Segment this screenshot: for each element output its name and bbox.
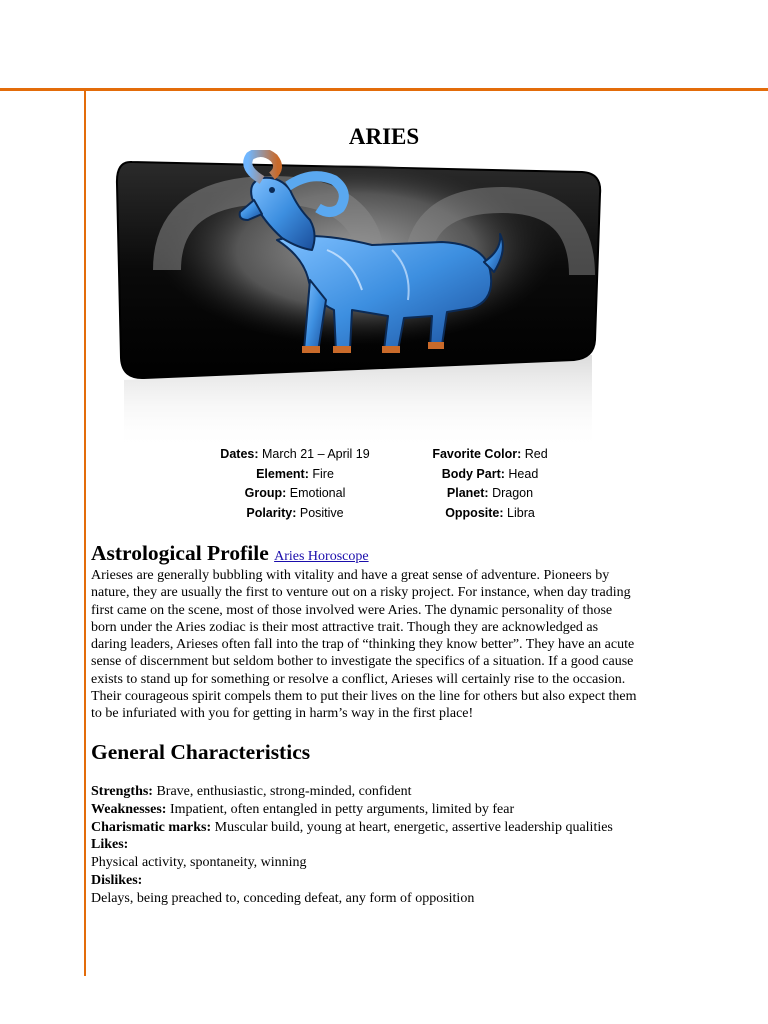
page-title: ARIES (348, 124, 420, 149)
weaknesses-line: Weaknesses: Impatient, often entangled in petty arguments, limited by fear (91, 801, 515, 817)
profile-paragraph: Arieses are generally bubbling with vitality and have a great sense of adventure. Pioneers by nature, they are usually the first to venture out on a risky project. For instance, when day trading first came on the scene, most of those involved were Aries. The dynamic personality of those born under the Aries zodiac is their most attractive trait. Though they are acknowledged as daring leaders, Arieses often fall into the trap of “thinking they know better”. They have an acute sense of discernment but seldom bother to investigate the specifics of a situation. If a good cause exists to stand up for something or resolve a conflict, Arieses will certainly rise to the occasion. Their courageous spirit compels them to put their lives on the line for others but also expect them to be infuriated with you for getting in harm’s way in the first place! (91, 568, 637, 722)
likes-value: Physical activity, spontaneity, winning (91, 855, 307, 871)
facts-left-column (190, 445, 400, 523)
general-characteristics-heading: General Characteristics (91, 740, 311, 764)
fact-body-part: Body Part: Head (441, 466, 539, 481)
dislikes-value: Delays, being preached to, conceding defeat, any form of opposition (91, 890, 475, 906)
fact-favorite-color: Favorite Color: Red (432, 447, 548, 461)
header-rule (0, 88, 768, 91)
margin-rule (84, 91, 86, 976)
profile-heading: Astrological Profile Aries Horoscope (91, 541, 369, 565)
dislikes-label: Dislikes: (91, 872, 143, 888)
fact-polarity: Polarity: Positive (246, 505, 344, 520)
strengths-line: Strengths: Brave, enthusiastic, strong-minded, confident (91, 784, 412, 799)
general-characteristics-list (91, 783, 711, 908)
aries-horoscope-link[interactable]: Aries Horoscope (274, 549, 369, 564)
fact-opposite: Opposite: Libra (445, 505, 535, 520)
facts-right-column (405, 445, 575, 523)
aries-ram-illustration (112, 150, 607, 450)
fact-element: Element: Fire (256, 466, 334, 481)
charismatic-marks-line: Charismatic marks: Muscular build, young at heart, energetic, assertive leadership qualities (91, 819, 613, 835)
fact-planet: Planet: Dragon (446, 486, 534, 500)
fact-dates: Dates: March 21 – April 19 (220, 447, 370, 461)
likes-label: Likes: (91, 837, 129, 853)
fact-group: Group: Emotional (244, 486, 346, 500)
